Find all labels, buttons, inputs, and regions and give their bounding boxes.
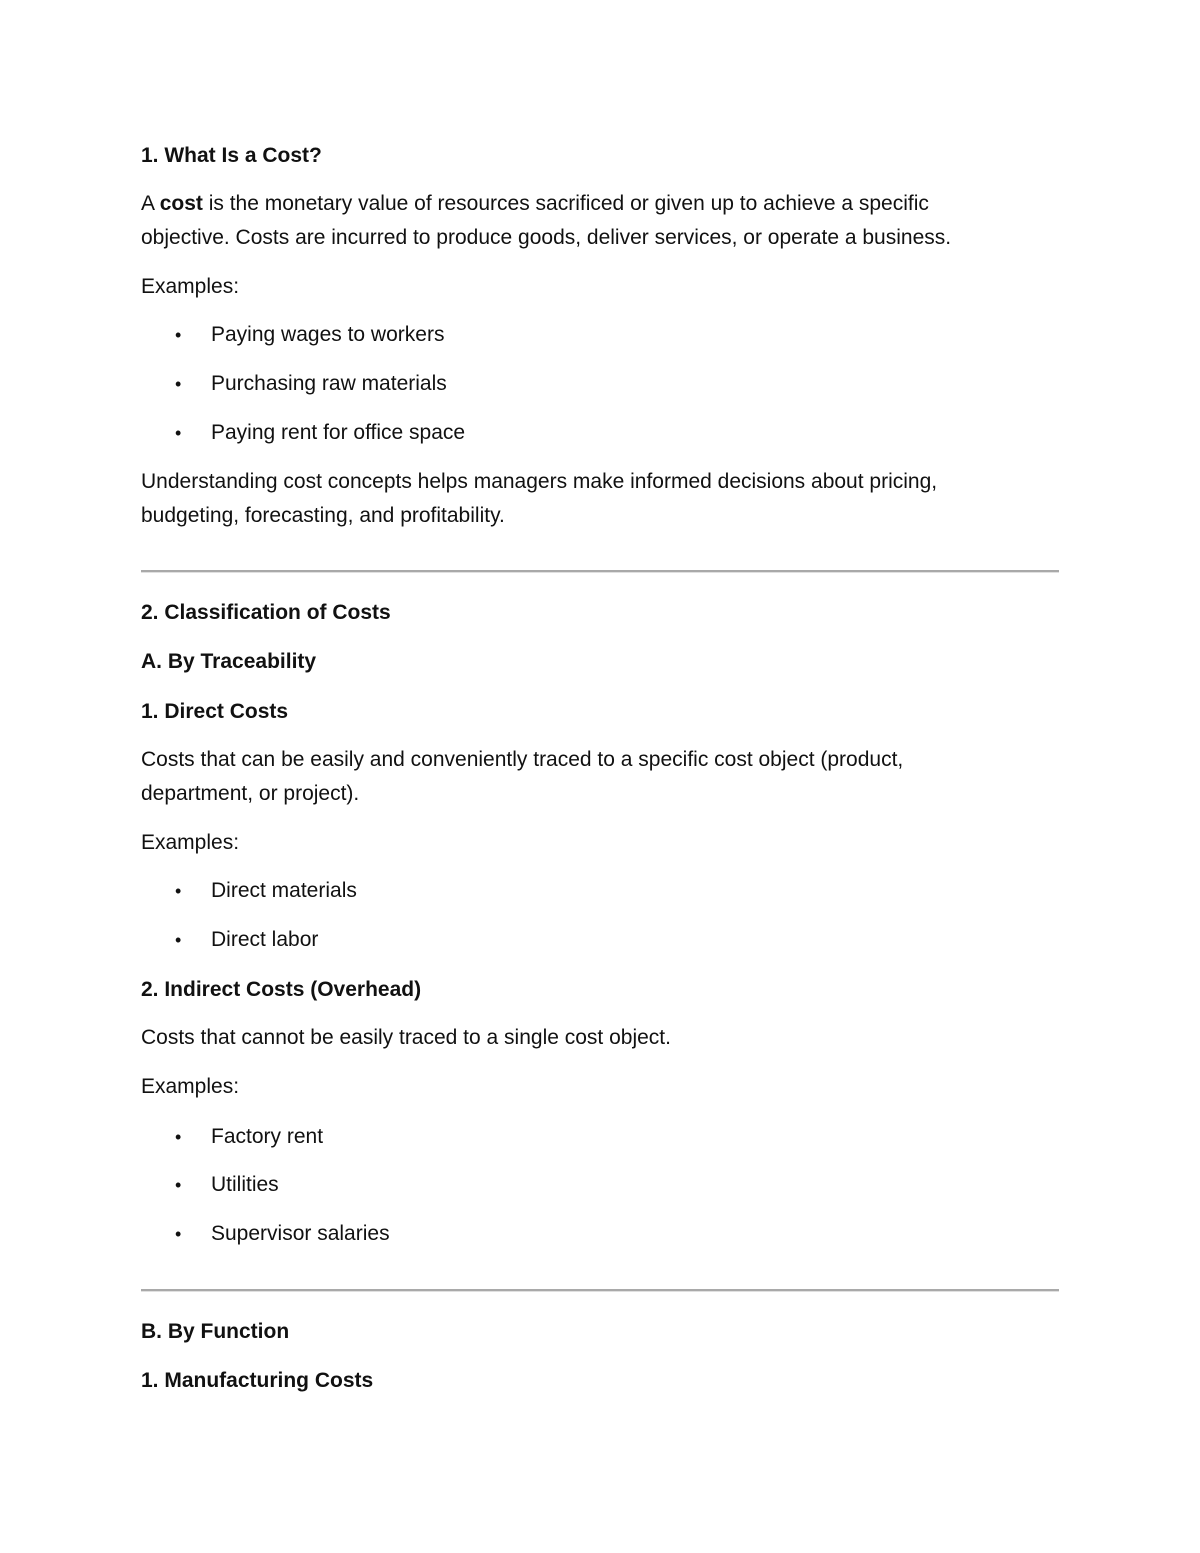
list-item-text: Utilities [211, 1173, 279, 1196]
bullet-icon: • [175, 423, 182, 443]
list-item-text: Factory rent [211, 1125, 324, 1148]
examples-label: Examples: [141, 831, 240, 854]
section-2-heading: 2. Classification of Costs [141, 601, 391, 624]
bullet-icon: • [175, 1175, 182, 1195]
list-item [141, 1120, 1041, 1154]
examples-label: Examples: [141, 1075, 240, 1098]
list-item-text: Paying rent for office space [211, 421, 466, 444]
section-1-heading: 1. What Is a Cost? [141, 144, 322, 167]
list-item-text: Direct labor [211, 928, 319, 951]
list-item-text: Paying wages to workers [211, 323, 445, 346]
list-item [141, 874, 1041, 908]
summary-line-2: budgeting, forecasting, and profitability. [141, 504, 505, 527]
bullet-icon: • [175, 930, 182, 950]
horizontal-divider [141, 570, 1059, 573]
manufacturing-costs-heading: 1. Manufacturing Costs [141, 1369, 374, 1392]
list-item [141, 367, 1041, 401]
bullet-icon: • [175, 1224, 182, 1244]
list-item [141, 923, 1041, 957]
definition-term: cost [159, 192, 203, 215]
direct-costs-desc-line-1: Costs that can be easily and conveniently traced to a specific cost object (product, [141, 748, 904, 771]
cost-definition-line-1 [141, 187, 1059, 221]
direct-costs-desc-line-2: department, or project). [141, 782, 360, 805]
subheading-by-traceability: A. By Traceability [141, 650, 317, 673]
list-item [141, 416, 1041, 450]
cost-definition-line-2: objective. Costs are incurred to produce goods, deliver services, or operate a business. [141, 226, 952, 249]
bullet-icon: • [175, 325, 182, 345]
list-item-text: Purchasing raw materials [211, 372, 447, 395]
indirect-costs-desc: Costs that cannot be easily traced to a single cost object. [141, 1026, 671, 1049]
examples-label: Examples: [141, 275, 240, 298]
horizontal-divider [141, 1289, 1059, 1292]
bullet-icon: • [175, 374, 182, 394]
direct-costs-heading: 1. Direct Costs [141, 700, 289, 723]
bullet-icon: • [175, 1127, 182, 1147]
list-item-text: Supervisor salaries [211, 1222, 390, 1245]
summary-line-1: Understanding cost concepts helps managers make informed decisions about pricing, [141, 470, 938, 493]
definition-prefix: A [141, 192, 160, 215]
definition-rest: is the monetary value of resources sacrificed or given up to achieve a specific [202, 192, 929, 215]
list-item [141, 1217, 1041, 1251]
list-item [141, 1168, 1041, 1202]
list-item-text: Direct materials [211, 879, 357, 902]
indirect-costs-heading: 2. Indirect Costs (Overhead) [141, 978, 422, 1001]
list-item [141, 318, 1041, 352]
bullet-icon: • [175, 881, 182, 901]
subheading-by-function: B. By Function [141, 1320, 290, 1343]
